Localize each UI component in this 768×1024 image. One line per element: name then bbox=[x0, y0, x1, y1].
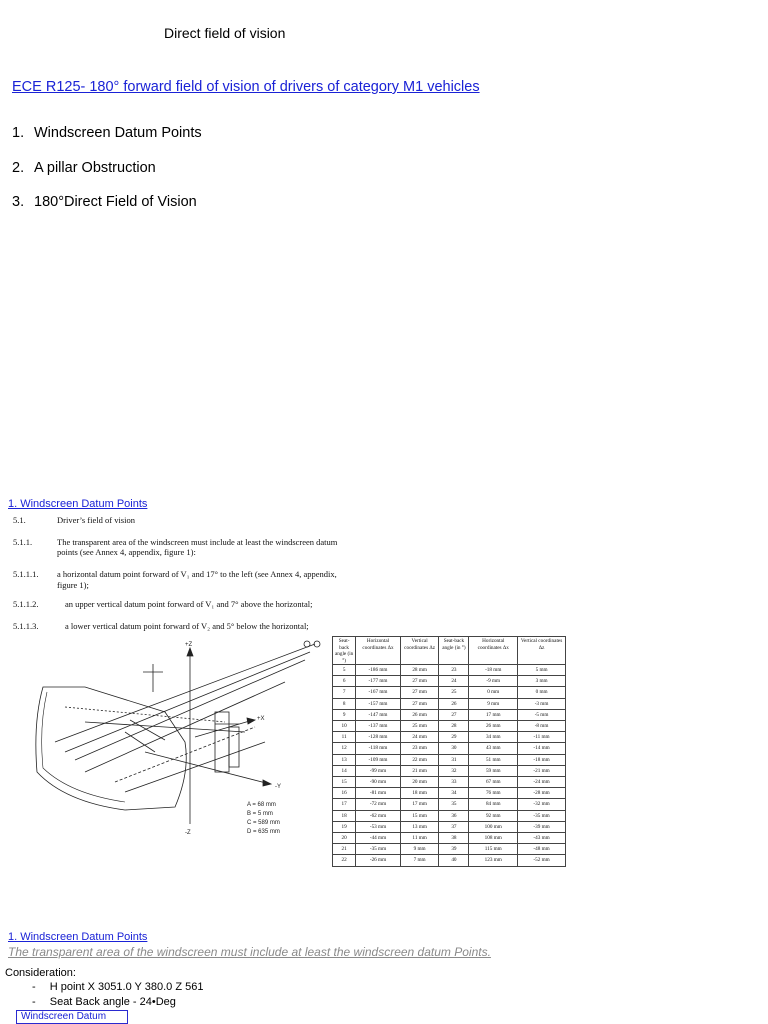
table-row bbox=[333, 765, 566, 776]
table-cell: -26 mm bbox=[356, 855, 401, 866]
table-header: Vertical coordinates Δz bbox=[400, 637, 439, 665]
table-row bbox=[333, 799, 566, 810]
table-cell: -43 mm bbox=[518, 833, 566, 844]
table-cell: -21 mm bbox=[518, 765, 566, 776]
table-cell: 7 mm bbox=[400, 855, 439, 866]
toc-label: 180°Direct Field of Vision bbox=[34, 194, 197, 210]
table-cell: -72 mm bbox=[356, 799, 401, 810]
clause-text: Driver’s field of vision bbox=[57, 515, 135, 525]
clause-text: an upper vertical datum point forward of V₁ and 7° above the horizontal; bbox=[65, 599, 313, 609]
table-cell: 5 bbox=[333, 665, 356, 676]
table-cell: 26 mm bbox=[469, 721, 518, 732]
table-cell: 19 bbox=[333, 821, 356, 832]
legend-d: D = 635 mm bbox=[247, 829, 280, 835]
table-header-row bbox=[333, 637, 566, 665]
table-cell: 92 mm bbox=[469, 810, 518, 821]
table-cell: 25 mm bbox=[400, 721, 439, 732]
clause-number: 5.1.1. bbox=[13, 537, 33, 547]
table-row bbox=[333, 709, 566, 720]
table-cell: 29 bbox=[439, 732, 469, 743]
clause-text-cont: figure 1); bbox=[57, 580, 89, 590]
table-cell: -18 mm bbox=[469, 665, 518, 676]
table-cell: 11 mm bbox=[400, 833, 439, 844]
toc-num: 3. bbox=[12, 194, 25, 210]
table-cell: -32 mm bbox=[518, 799, 566, 810]
table-header: Vertical coordinates Δz bbox=[518, 637, 566, 665]
table-cell: 28 mm bbox=[400, 665, 439, 676]
legend-a: A = 68 mm bbox=[247, 802, 276, 808]
table-cell: 59 mm bbox=[469, 765, 518, 776]
table-row bbox=[333, 676, 566, 687]
table-row bbox=[333, 810, 566, 821]
table-row bbox=[333, 833, 566, 844]
table-cell: 15 mm bbox=[400, 810, 439, 821]
windscreen-outline bbox=[36, 687, 186, 810]
toc-item-2 bbox=[12, 160, 156, 176]
table-cell: 40 bbox=[439, 855, 469, 866]
table-cell: -109 mm bbox=[356, 754, 401, 765]
y-label: -Y bbox=[275, 784, 281, 790]
table-cell: 115 mm bbox=[469, 844, 518, 855]
table-cell: 6 bbox=[333, 676, 356, 687]
table-cell: 18 bbox=[333, 810, 356, 821]
y-axis bbox=[145, 752, 270, 784]
table-cell: -14 mm bbox=[518, 743, 566, 754]
table-row bbox=[333, 855, 566, 866]
table-cell: 27 mm bbox=[400, 676, 439, 687]
table-cell: 108 mm bbox=[469, 833, 518, 844]
table-row bbox=[333, 698, 566, 709]
table-cell: 11 bbox=[333, 732, 356, 743]
page-title: Direct field of vision bbox=[164, 25, 286, 41]
table-header: Seat-back angle (in °) bbox=[439, 637, 469, 665]
table-cell: 25 bbox=[439, 687, 469, 698]
regulation-link[interactable]: ECE R125- 180° forward field of vision of drivers of category M1 vehicles bbox=[12, 79, 480, 95]
table-row bbox=[333, 777, 566, 788]
table-row bbox=[333, 743, 566, 754]
table-cell: 67 mm bbox=[469, 777, 518, 788]
table-cell: 39 bbox=[439, 844, 469, 855]
table-cell: 28 bbox=[439, 721, 469, 732]
table-cell: 0 mm bbox=[469, 687, 518, 698]
table-cell: 26 mm bbox=[400, 709, 439, 720]
table-cell: -147 mm bbox=[356, 709, 401, 720]
table-cell: -39 mm bbox=[518, 821, 566, 832]
table-cell: 23 bbox=[439, 665, 469, 676]
table-cell: 43 mm bbox=[469, 743, 518, 754]
table-cell: -11 mm bbox=[518, 732, 566, 743]
table-row bbox=[333, 844, 566, 855]
table-row bbox=[333, 687, 566, 698]
table-cell: -9 mm bbox=[469, 676, 518, 687]
table-cell: -90 mm bbox=[356, 777, 401, 788]
bullet-item bbox=[32, 996, 176, 1008]
table-cell: -137 mm bbox=[356, 721, 401, 732]
table-cell: 22 mm bbox=[400, 754, 439, 765]
table-cell: 17 mm bbox=[469, 709, 518, 720]
table-cell: -35 mm bbox=[518, 810, 566, 821]
table-cell: -24 mm bbox=[518, 777, 566, 788]
table-cell: 17 mm bbox=[400, 799, 439, 810]
table-cell: 17 bbox=[333, 799, 356, 810]
z-bottom-label: -Z bbox=[185, 830, 191, 836]
table-cell: 20 mm bbox=[400, 777, 439, 788]
table-row bbox=[333, 788, 566, 799]
table-cell: 33 bbox=[439, 777, 469, 788]
toc-num: 1. bbox=[12, 125, 25, 141]
table-cell: -177 mm bbox=[356, 676, 401, 687]
table-cell: 37 bbox=[439, 821, 469, 832]
table-cell: -48 mm bbox=[518, 844, 566, 855]
toc-item-3 bbox=[12, 194, 197, 210]
table-row bbox=[333, 721, 566, 732]
table-cell: 21 mm bbox=[400, 765, 439, 776]
clause-number: 5.1.1.3. bbox=[13, 621, 39, 631]
legend-b: B = 5 mm bbox=[247, 811, 273, 817]
table-cell: 8 bbox=[333, 698, 356, 709]
table-cell: 84 mm bbox=[469, 799, 518, 810]
table-cell: 3 mm bbox=[518, 676, 566, 687]
table-cell: -52 mm bbox=[518, 855, 566, 866]
table-cell: 30 bbox=[439, 743, 469, 754]
table-cell: 13 bbox=[333, 754, 356, 765]
bullet-text: H point X 3051.0 Y 380.0 Z 561 bbox=[49, 981, 204, 993]
clause-text: a horizontal datum point forward of V₁ and 17° to the left (see Annex 4, appendix, bbox=[57, 569, 337, 579]
table-cell: 27 mm bbox=[400, 698, 439, 709]
clause-number: 5.1. bbox=[13, 515, 26, 525]
bullet-text: Seat Back angle - 24•Deg bbox=[49, 996, 176, 1008]
table-cell: -5 mm bbox=[518, 709, 566, 720]
table-cell: -35 mm bbox=[356, 844, 401, 855]
table-cell: -186 mm bbox=[356, 665, 401, 676]
table-cell: 9 mm bbox=[400, 844, 439, 855]
consideration-label: Consideration: bbox=[5, 967, 76, 979]
z-top-label: +Z bbox=[185, 642, 193, 648]
table-cell: 13 mm bbox=[400, 821, 439, 832]
requirement-note[interactable]: The transparent area of the windscreen must include at least the windscreen datum Points. bbox=[8, 945, 491, 959]
table-cell: 12 bbox=[333, 743, 356, 754]
table-cell: -62 mm bbox=[356, 810, 401, 821]
table-cell: 123 mm bbox=[469, 855, 518, 866]
windscreen-datum-diagram bbox=[25, 632, 330, 847]
table-cell: 26 bbox=[439, 698, 469, 709]
table-cell: 22 bbox=[333, 855, 356, 866]
table-cell: 24 bbox=[439, 676, 469, 687]
table-cell: 18 mm bbox=[400, 788, 439, 799]
table-cell: -18 mm bbox=[518, 754, 566, 765]
table-cell: -99 mm bbox=[356, 765, 401, 776]
clause-number: 5.1.1.1. bbox=[13, 569, 39, 579]
table-cell: -157 mm bbox=[356, 698, 401, 709]
table-cell: 5 mm bbox=[518, 665, 566, 676]
bullet-dash: - bbox=[32, 981, 36, 993]
legend-c: C = 589 mm bbox=[247, 820, 280, 826]
clause-text: a lower vertical datum point forward of V₂ and 5° below the horizontal; bbox=[65, 621, 309, 631]
table-cell: 76 mm bbox=[469, 788, 518, 799]
table-cell: 16 bbox=[333, 788, 356, 799]
table-cell: 15 bbox=[333, 777, 356, 788]
table-cell: -53 mm bbox=[356, 821, 401, 832]
table-cell: 34 mm bbox=[469, 732, 518, 743]
table-row bbox=[333, 665, 566, 676]
table-cell: 32 bbox=[439, 765, 469, 776]
clause-number: 5.1.1.2. bbox=[13, 599, 39, 609]
table-header: Horizontal coordinates Δx bbox=[356, 637, 401, 665]
table-cell: 9 bbox=[333, 709, 356, 720]
table-cell: 34 bbox=[439, 788, 469, 799]
table-cell: 36 bbox=[439, 810, 469, 821]
table-cell: 31 bbox=[439, 754, 469, 765]
table-header: Seat-back angle (in °) bbox=[333, 637, 356, 665]
table-cell: 7 bbox=[333, 687, 356, 698]
table-cell: 100 mm bbox=[469, 821, 518, 832]
x-axis bbox=[195, 720, 253, 737]
table-cell: 27 bbox=[439, 709, 469, 720]
table-cell: 14 bbox=[333, 765, 356, 776]
table-cell: 27 mm bbox=[400, 687, 439, 698]
table-cell: -81 mm bbox=[356, 788, 401, 799]
table-header: Horizontal coordinates Δx bbox=[469, 637, 518, 665]
table-row bbox=[333, 821, 566, 832]
table-cell: -3 mm bbox=[518, 698, 566, 709]
windscreen-datum-box-label[interactable]: Windscreen Datum bbox=[16, 1010, 128, 1024]
table-cell: -167 mm bbox=[356, 687, 401, 698]
table-cell: -8 mm bbox=[518, 721, 566, 732]
table-cell: 51 mm bbox=[469, 754, 518, 765]
table-cell: -128 mm bbox=[356, 732, 401, 743]
table-cell: 24 mm bbox=[400, 732, 439, 743]
table-cell: -118 mm bbox=[356, 743, 401, 754]
table-cell: -44 mm bbox=[356, 833, 401, 844]
datum-coordinates-table bbox=[332, 636, 566, 867]
toc-num: 2. bbox=[12, 160, 25, 176]
table-cell: 0 mm bbox=[518, 687, 566, 698]
table-cell: 9 mm bbox=[469, 698, 518, 709]
toc-item-1 bbox=[12, 125, 202, 141]
table-cell: 20 bbox=[333, 833, 356, 844]
table-cell: 10 bbox=[333, 721, 356, 732]
clause-text-cont: points (see Annex 4, appendix, figure 1): bbox=[57, 547, 196, 557]
table-cell: 21 bbox=[333, 844, 356, 855]
table-row bbox=[333, 732, 566, 743]
section-link-datum-points[interactable]: 1. Windscreen Datum Points bbox=[8, 498, 148, 510]
bullet-item bbox=[32, 981, 203, 993]
table-cell: 23 mm bbox=[400, 743, 439, 754]
table-body bbox=[333, 665, 566, 867]
x-label: +X bbox=[257, 716, 265, 722]
table-cell: 38 bbox=[439, 833, 469, 844]
toc-label: Windscreen Datum Points bbox=[34, 125, 202, 141]
table-cell: -28 mm bbox=[518, 788, 566, 799]
toc-label: A pillar Obstruction bbox=[34, 160, 156, 176]
clause-text: The transparent area of the windscreen must include at least the windscreen datum bbox=[57, 537, 338, 547]
section-link-datum-points-2[interactable]: 1. Windscreen Datum Points bbox=[8, 931, 148, 943]
table-row bbox=[333, 754, 566, 765]
bullet-dash: - bbox=[32, 996, 36, 1008]
table-cell: 35 bbox=[439, 799, 469, 810]
